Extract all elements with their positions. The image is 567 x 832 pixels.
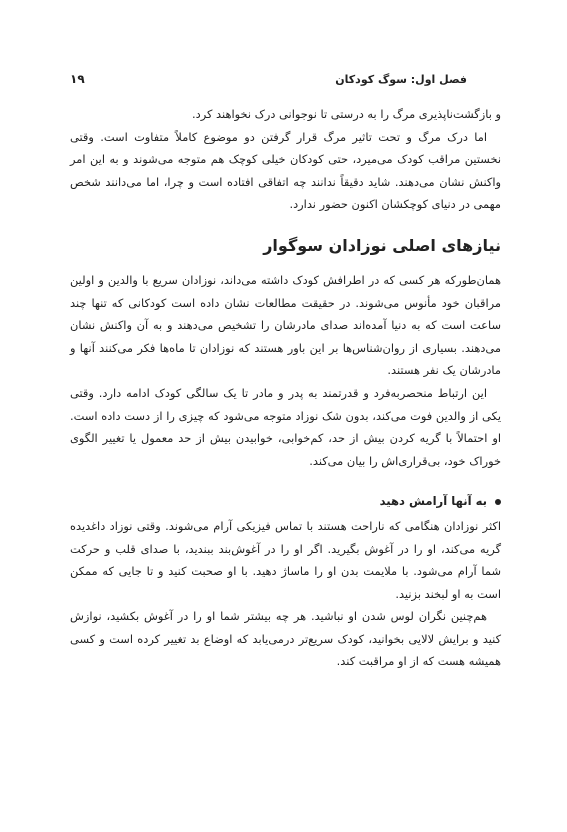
bullet-icon — [495, 499, 501, 505]
page-body — [70, 103, 501, 673]
paragraph: اکثر نوزادان هنگامی که ناراحت هستند با تماس فیزیکی آرام می‌شوند. وقتی نوزاد داغدیده گریه می‌کند، او را در آغوش بگیرید. اگر او را در آغوش‌بند ببندید، با صدای قلب و حرکت شما آرام می‌شود. با ملایمت بدن او را ماساژ دهید. با او صحبت کنید و تا جایی که ممکن است به او لبخند بزنید. — [70, 518, 501, 601]
section-heading: نیازهای اصلی نوزادان سوگوار — [263, 235, 501, 255]
paragraph: هم‌چنین نگران لوس شدن او نباشید. هر چه بیشتر شما او را در آغوش بکشید، نوازش کنید و برایش لالایی بخوانید، کودک سریع‌تر درمی‌یابد که اوضاع بد تغییر کرده است و کسی همیشه هست که از او مراقبت کند. — [70, 609, 501, 669]
paragraph: این ارتباط منحصربه‌فرد و قدرتمند به پدر و مادر تا یک سالگی کودک ادامه دارد. وقتی یکی از والدین فوت می‌کند، بدون شک نوزاد متوجه می‌شود که چیزی را از دست داده است. او احتمالاً با گریه کردن بیش از حد، کم‌خوابی، خوابیدن بیش از حد معمول یا تغییر الگوی خوراک خود، بی‌قراری‌اش را بیان می‌کند. — [70, 385, 501, 468]
subsection-title: به آنها آرامش دهید — [379, 494, 487, 509]
running-header — [70, 72, 487, 92]
paragraph: اما درک مرگ و تحت تاثیر مرگ قرار گرفتن دو موضوع کاملاً متفاوت است. وقتی نخستین مراقب کودک می‌میرد، حتی کودکان خیلی کوچک هم متوجه می‌شوند و به این امر واکنش نشان می‌دهند. شاید دقیقاً ندانند چه اتفاقی افتاده است و چرا، اما می‌دانند شخص مهمی در دنیای کوچکشان اکنون حضور ندارد. — [70, 129, 501, 212]
subsection-heading — [70, 490, 501, 513]
chapter-title: فصل اول: سوگ کودکان — [335, 73, 467, 86]
paragraph: و بازگشت‌ناپذیری مرگ را به درستی تا نوجوانی درک نخواهند کرد. — [192, 107, 501, 121]
page-number: ۱۹ — [70, 72, 85, 86]
paragraph: همان‌طورکه هر کسی که در اطرافش کودک داشته می‌داند، نوزادان سریع با والدین و اولین مراقبان خود مأنوس می‌شوند. در حقیقت مطالعات نشان داده است کودکانی که تنها چند ساعت است که به دنیا آمده‌اند صدای مادرشان را تشخیص می‌دهند و به آن واکنش نشان می‌دهند. بسیاری از روان‌شناس‌ها بر این باور هستند که نوزادان تا ماه‌ها فکر می‌کنند آنها و مادرشان یک نفر هستند. — [70, 272, 501, 378]
